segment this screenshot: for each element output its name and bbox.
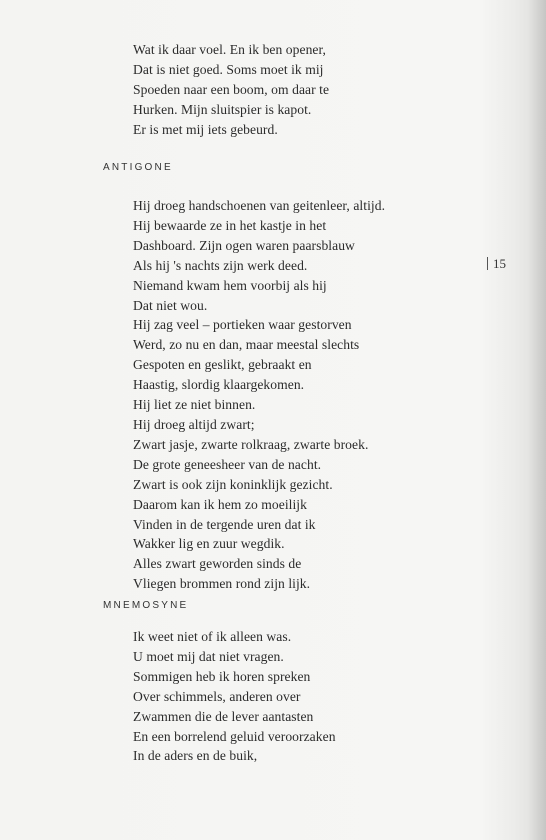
poem-line: Gespoten en geslikt, gebraakt en <box>133 357 312 373</box>
poem-line: U moet mij dat niet vragen. <box>133 648 284 664</box>
poem-mnemosyne <box>133 627 433 766</box>
poem-line: Er is met mij iets gebeurd. <box>133 121 278 137</box>
poem-line: De grote geneesheer van de nacht. <box>133 456 322 472</box>
poem-line: Dat is niet goed. Soms moet ik mij <box>133 61 324 77</box>
page-number-value: 15 <box>493 256 506 271</box>
page-edge-shadow <box>528 0 546 840</box>
poem-line: Zwart is ook zijn koninklijk gezicht. <box>133 476 333 492</box>
poem-antigone <box>133 196 433 594</box>
poem-title-mnemosyne: MNEMOSYNE <box>103 600 189 611</box>
poem-line: Niemand kwam hem voorbij als hij <box>133 277 327 293</box>
poem-line: Hij droeg handschoenen van geitenleer, altijd. <box>133 198 386 213</box>
poem-line: Hij droeg altijd zwart; <box>133 416 255 432</box>
poem-line: Ik weet niet of ik alleen was. <box>133 629 292 644</box>
poem-line: Vinden in de tergende uren dat ik <box>133 516 316 532</box>
page-number-divider <box>487 257 488 270</box>
poem-line: Vliegen brommen rond zijn lijk. <box>133 576 311 592</box>
poem-title-antigone: ANTIGONE <box>103 162 173 173</box>
poem-line: Wat ik daar voel. En ik ben opener, <box>133 42 326 57</box>
poem-line: Over schimmels, anderen over <box>133 688 301 704</box>
poem-line: En een borrelend geluid veroorzaken <box>133 728 336 744</box>
poem-line: Sommigen heb ik horen spreken <box>133 668 311 684</box>
stanza-opening <box>133 40 433 140</box>
poem-line: Hij liet ze niet binnen. <box>133 397 256 413</box>
poem-line: Hurken. Mijn sluitspier is kapot. <box>133 101 312 117</box>
poem-line: Hij bewaarde ze in het kastje in het <box>133 217 327 233</box>
poem-line: Alles zwart geworden sinds de <box>133 556 302 572</box>
poem-line: Zwart jasje, zwarte rolkraag, zwarte broek. <box>133 436 369 452</box>
poem-line: Zwammen die de lever aantasten <box>133 708 314 724</box>
poem-line: In de aders en de buik, <box>133 748 258 764</box>
poem-line: Spoeden naar een boom, om daar te <box>133 81 330 97</box>
page-number <box>487 256 506 272</box>
poem-line: Als hij 's nachts zijn werk deed. <box>133 257 308 273</box>
poem-line: Dat niet wou. <box>133 297 208 313</box>
poem-line: Hij zag veel – portieken waar gestorven <box>133 317 352 333</box>
poem-line: Daarom kan ik hem zo moeilijk <box>133 496 307 512</box>
poem-line: Werd, zo nu en dan, maar meestal slechts <box>133 337 360 353</box>
poem-line: Haastig, slordig klaargekomen. <box>133 377 305 393</box>
poem-line: Dashboard. Zijn ogen waren paarsblauw <box>133 237 355 253</box>
poem-line: Wakker lig en zuur wegdik. <box>133 536 285 552</box>
